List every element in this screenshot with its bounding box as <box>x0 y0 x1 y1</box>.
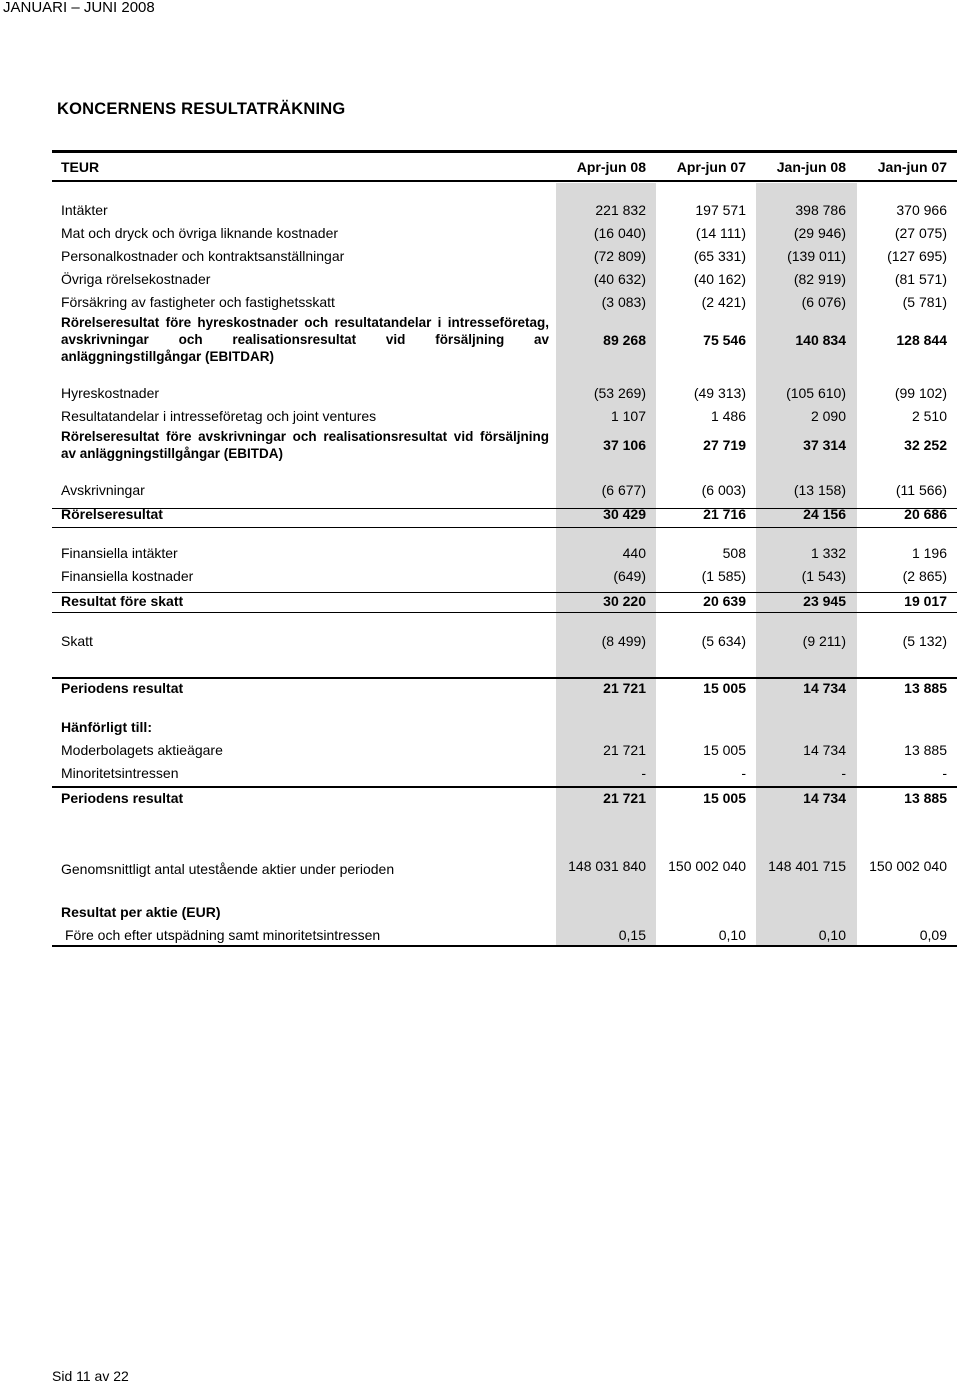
row-value: 2 090 <box>810 408 846 424</box>
row-value: 0,15 <box>618 927 646 943</box>
divider <box>52 508 957 509</box>
row-value: 0,10 <box>818 927 846 943</box>
row-value: 370 966 <box>896 202 947 218</box>
row-value: 15 005 <box>703 680 746 696</box>
row-value: 197 571 <box>695 202 746 218</box>
row-value: - <box>942 765 947 781</box>
table-header-row <box>52 150 957 183</box>
row-value: (65 331) <box>693 248 746 264</box>
row-value: (40 632) <box>593 271 646 287</box>
divider <box>52 527 957 528</box>
row-value: 15 005 <box>703 742 746 758</box>
row-label: Resultatandelar i intresseföretag och joint ventures <box>61 408 377 424</box>
row-value: 30 220 <box>603 593 646 609</box>
row-value: 0,10 <box>718 927 746 943</box>
row-value: 1 332 <box>810 545 846 561</box>
row-value: 1 107 <box>610 408 646 424</box>
divider <box>52 677 957 679</box>
row-value: - <box>741 765 746 781</box>
row-value: (99 102) <box>894 385 947 401</box>
row-value: 14 734 <box>803 790 846 806</box>
row-label: Rörelseresultat före hyreskostnader och resultatandelar i intresseföretag, avskrivningar och realisationsresultat vid försäljning av anläggningstillgångar (EBITDAR) <box>61 315 549 364</box>
row-label: Rörelseresultat före avskrivningar och realisationsresultat vid försäljning av anläggningstillgångar (EBITDA) <box>61 429 549 461</box>
row-label: Mat och dryck och övriga liknande kostnader <box>61 225 339 241</box>
row-value: (3 083) <box>601 294 646 310</box>
row-label: Personalkostnader och kontraktsanställningar <box>61 248 345 264</box>
row-value: 27 719 <box>703 437 746 453</box>
report-title: KONCERNENS RESULTATRÄKNING <box>57 100 346 118</box>
row-value: 21 721 <box>603 742 646 758</box>
row-label: Minoritetsintressen <box>61 765 179 781</box>
table-bottom-rule <box>52 945 957 947</box>
row-value: 1 486 <box>710 408 746 424</box>
row-label: Resultat före skatt <box>61 593 184 609</box>
row-value: 20 639 <box>703 593 746 609</box>
header-bottom-rule <box>52 180 957 182</box>
row-value: (127 695) <box>887 248 947 264</box>
row-value: 15 005 <box>703 790 746 806</box>
row-value: (53 269) <box>593 385 646 401</box>
row-value: (72 809) <box>593 248 646 264</box>
row-value: (29 946) <box>793 225 846 241</box>
row-value: 148 401 715 <box>768 858 846 874</box>
row-value: 21 716 <box>703 506 746 522</box>
row-value: (105 610) <box>786 385 846 401</box>
row-label: Övriga rörelsekostnader <box>61 271 211 287</box>
row-value: (2 865) <box>902 568 947 584</box>
page-header: JANUARI – JUNI 2008 <box>3 0 155 16</box>
column-header: Apr-jun 08 <box>576 159 646 175</box>
row-value: (27 075) <box>894 225 947 241</box>
row-value: 398 786 <box>795 202 846 218</box>
row-value: (649) <box>613 568 646 584</box>
row-label: Finansiella intäkter <box>61 545 178 561</box>
row-value: 19 017 <box>904 593 947 609</box>
row-value: 1 196 <box>911 545 947 561</box>
row-label: Hyreskostnader <box>61 385 160 401</box>
row-value: 30 429 <box>603 506 646 522</box>
row-label: Rörelseresultat <box>61 506 163 522</box>
row-value: 150 002 040 <box>869 858 947 874</box>
row-label: Skatt <box>61 633 93 649</box>
row-value: 21 721 <box>603 790 646 806</box>
row-value: 150 002 040 <box>668 858 746 874</box>
column-header: Jan-jun 08 <box>776 159 846 175</box>
row-label: Intäkter <box>61 202 108 218</box>
row-value: (9 211) <box>802 633 846 649</box>
row-label: Resultat per aktie (EUR) <box>61 904 221 920</box>
row-label: Periodens resultat <box>61 790 184 806</box>
row-value: 13 885 <box>904 742 947 758</box>
row-value: 221 832 <box>595 202 646 218</box>
row-label: Hänförligt till: <box>61 719 152 735</box>
table-header-unit: TEUR <box>61 159 100 175</box>
row-value: 14 734 <box>803 742 846 758</box>
row-value: (1 543) <box>801 568 846 584</box>
row-value: 13 885 <box>904 680 947 696</box>
row-value: (40 162) <box>693 271 746 287</box>
row-value: 20 686 <box>904 506 947 522</box>
column-header: Jan-jun 07 <box>877 159 947 175</box>
row-value: 23 945 <box>803 593 846 609</box>
column-shade-apr-jun-08 <box>556 176 656 946</box>
row-value: 75 546 <box>703 332 746 348</box>
row-value: (11 566) <box>895 482 947 498</box>
row-value: 440 <box>622 545 646 561</box>
row-value: (2 421) <box>701 294 746 310</box>
row-value: (6 003) <box>701 482 746 498</box>
row-value: (82 919) <box>793 271 846 287</box>
row-value: 0,09 <box>919 927 947 943</box>
row-value: 37 106 <box>603 437 646 453</box>
row-value: (6 677) <box>601 482 646 498</box>
page-footer: Sid 11 av 22 <box>52 1368 129 1384</box>
row-value: 32 252 <box>904 437 947 453</box>
row-value: 21 721 <box>603 680 646 696</box>
row-value: - <box>841 765 846 781</box>
divider <box>52 786 957 788</box>
row-label: Försäkring av fastigheter och fastighetsskatt <box>61 294 335 310</box>
divider <box>52 592 957 593</box>
row-label: Moderbolagets aktieägare <box>61 742 223 758</box>
row-label: Finansiella kostnader <box>61 568 194 584</box>
row-label: Periodens resultat <box>61 680 184 696</box>
row-label: Genomsnittligt antal utestående aktier under perioden <box>61 861 395 877</box>
row-value: (13 158) <box>793 482 846 498</box>
row-value: 140 834 <box>795 332 846 348</box>
row-value: (49 313) <box>693 385 746 401</box>
row-value: (5 132) <box>902 633 947 649</box>
row-value: (14 111) <box>695 225 746 241</box>
column-shade-jan-jun-08 <box>756 176 857 946</box>
row-value: 24 156 <box>803 506 846 522</box>
row-value: - <box>641 765 646 781</box>
divider <box>52 612 957 613</box>
row-value: 13 885 <box>904 790 947 806</box>
row-value: (5 781) <box>902 294 947 310</box>
row-value: (1 585) <box>701 568 746 584</box>
row-value: 128 844 <box>896 332 947 348</box>
row-value: (16 040) <box>593 225 646 241</box>
row-label: Före och efter utspädning samt minoritetsintressen <box>65 927 381 943</box>
row-value: 14 734 <box>803 680 846 696</box>
row-value: (5 634) <box>701 633 746 649</box>
row-value: (139 011) <box>787 248 846 264</box>
row-value: (81 571) <box>894 271 947 287</box>
row-value: (6 076) <box>801 294 846 310</box>
row-value: 89 268 <box>603 332 646 348</box>
row-value: (8 499) <box>601 633 646 649</box>
row-value: 508 <box>722 545 746 561</box>
row-value: 2 510 <box>911 408 947 424</box>
row-label: Avskrivningar <box>61 482 145 498</box>
row-value: 37 314 <box>803 437 846 453</box>
column-header: Apr-jun 07 <box>676 159 746 175</box>
row-value: 148 031 840 <box>568 858 646 874</box>
